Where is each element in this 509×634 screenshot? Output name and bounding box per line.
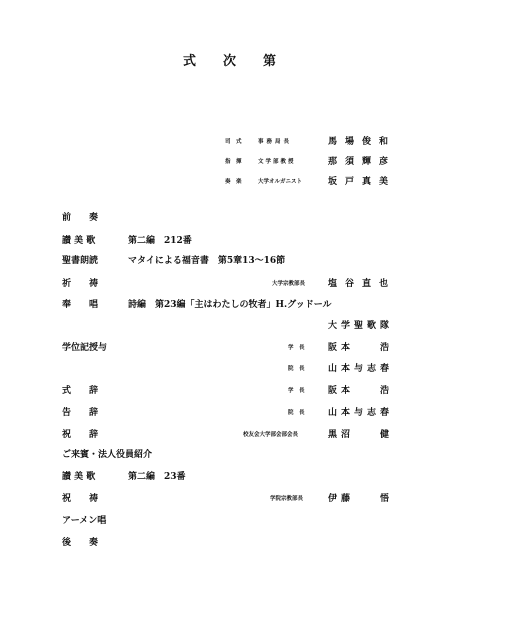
officiant-title-3: 大学オルガニスト [258,179,303,185]
degree-label: 学位記授与 [62,343,108,353]
choir-name: 大学聖歌隊 [328,321,394,331]
koku-name: 山本与志春 [328,408,394,418]
scripture-label: 聖書朗読 [62,256,99,266]
hymn2-label: 讃 美 歌 [62,472,96,482]
degree-title-1: 学 長 [288,345,305,351]
guests-label: ご来賓・法人役員紹介 [62,450,153,460]
koku-title: 院 長 [288,410,305,416]
blessing-label: 祝 祷 [62,494,99,504]
shiki-title: 学 長 [288,388,305,394]
shiki-label: 式 辞 [62,386,99,396]
anthem-label: 奉 唱 [62,300,99,310]
amen-label: アーメン唱 [62,516,107,526]
shuku-name: 黒沼 健 [328,430,394,440]
title-char-1: 式 [183,54,197,69]
degree-name-2: 山本与志春 [328,364,394,374]
officiant-name-2: 那須輝彦 [328,157,397,167]
shuku-label: 祝 辞 [62,430,99,440]
prayer-title: 大学宗教部長 [272,281,306,287]
degree-title-2: 院 長 [288,366,305,372]
postlude-label: 後 奏 [62,538,99,548]
koku-label: 告 辞 [62,408,99,418]
officiant-role-2: 指 揮 [225,159,242,165]
title-char-3: 第 [263,54,277,69]
hymn2-detail: 第二編 23番 [128,472,186,482]
hymn1-label: 讃 美 歌 [62,236,96,246]
officiant-role-3: 奏 楽 [225,179,242,185]
officiant-title-1: 事務局長 [258,139,293,145]
anthem-detail: 詩編 第23編「主はわたしの牧者」H.グッドール [128,300,332,310]
prayer-label: 祈 祷 [62,279,99,289]
prayer-name: 塩谷直也 [328,279,397,289]
officiant-title-2: 文学部教授 [258,159,296,165]
officiant-name-1: 馬場俊和 [328,137,397,147]
officiant-name-3: 坂戸真美 [328,177,397,187]
scripture-detail: マタイによる福音書 第5章13～16節 [128,256,286,266]
prelude-label: 前 奏 [62,213,99,223]
hymn1-detail: 第二編 212番 [128,236,192,246]
shuku-title: 校友会大学部会部会長 [243,432,299,438]
degree-name-1: 阪本 浩 [328,343,394,353]
page-title [183,50,303,69]
blessing-title: 学院宗教部長 [270,496,304,502]
title-char-2: 次 [223,54,237,69]
shiki-name: 阪本 浩 [328,386,394,396]
blessing-name: 伊藤 悟 [328,494,394,504]
officiant-role-1: 司 式 [225,139,242,145]
